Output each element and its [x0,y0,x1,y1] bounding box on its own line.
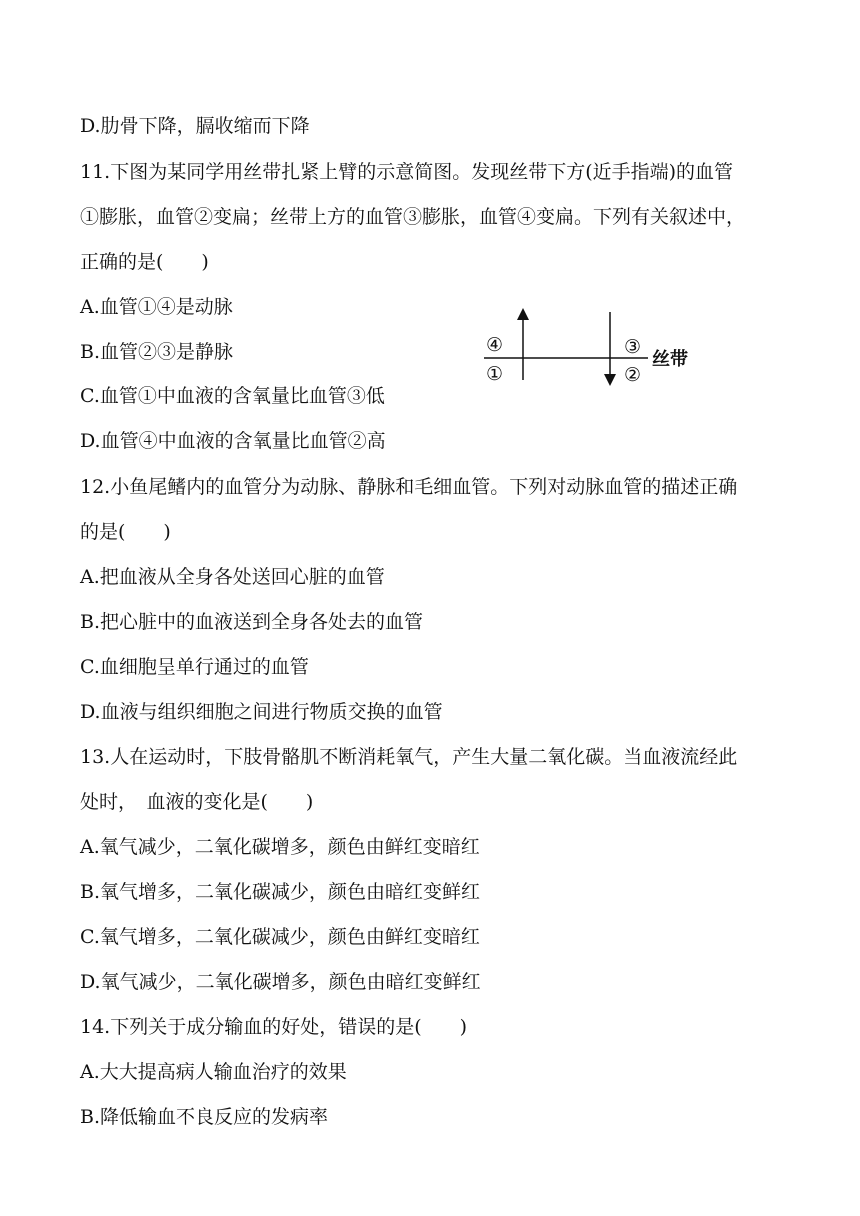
option-d-q10: D.肋骨下降，膈收缩而下降 [80,115,310,137]
label-vessel-2: ② [624,364,642,386]
option-d-q13: D.氧气减少，二氧化碳增多，颜色由暗红变鲜红 [80,971,481,993]
option-c-q13: C.氧气增多，二氧化碳减少，颜色由鲜红变暗红 [80,926,480,948]
label-ribbon: 丝带 [652,349,688,370]
option-b-q11: B.血管②③是静脉 [80,341,234,363]
option-a-q13: A.氧气减少，二氧化碳增多，颜色由鲜红变暗红 [80,836,480,858]
label-vessel-4: ④ [486,334,504,356]
option-b-q13: B.氧气增多，二氧化碳减少，颜色由暗红变鲜红 [80,881,481,903]
question-11-stem-cont: ①膨胀，血管②变扁；丝带上方的血管③膨胀，血管④变扁。下列有关叙述中， [80,206,746,228]
question-11-stem: 11.下图为某同学用丝带扎紧上臂的示意简图。发现丝带下方(近手指端)的血管 [80,161,734,183]
option-a-q14: A.大大提高病人输血治疗的效果 [80,1061,347,1083]
question-12-stem-end: 的是( ) [80,521,171,543]
label-vessel-3: ③ [624,336,642,358]
question-13-stem: 13.人在运动时，下肢骨骼肌不断消耗氧气，产生大量二氧化碳。当血液流经此 [80,746,738,768]
option-b-q12: B.把心脏中的血液送到全身各处去的血管 [80,611,424,633]
question-11-stem-end: 正确的是( ) [80,251,209,273]
option-a-q12: A.把血液从全身各处送回心脏的血管 [80,566,385,588]
label-vessel-1: ① [486,363,504,385]
option-c-q12: C.血细胞呈单行通过的血管 [80,656,309,678]
arm-ribbon-diagram [478,306,708,392]
option-d-q12: D.血液与组织细胞之间进行物质交换的血管 [80,701,443,723]
question-13-stem-end: 处时， 血液的变化是( ) [80,791,314,813]
option-d-q11: D.血管④中血液的含氧量比血管②高 [80,430,386,452]
option-b-q14: B.降低输血不良反应的发病率 [80,1106,329,1128]
question-12-stem: 12.小鱼尾鳍内的血管分为动脉、静脉和毛细血管。下列对动脉血管的描述正确 [80,476,738,498]
option-a-q11: A.血管①④是动脉 [80,296,233,318]
question-14-stem: 14.下列关于成分输血的好处，错误的是( ) [80,1016,468,1038]
option-c-q11: C.血管①中血液的含氧量比血管③低 [80,385,385,407]
